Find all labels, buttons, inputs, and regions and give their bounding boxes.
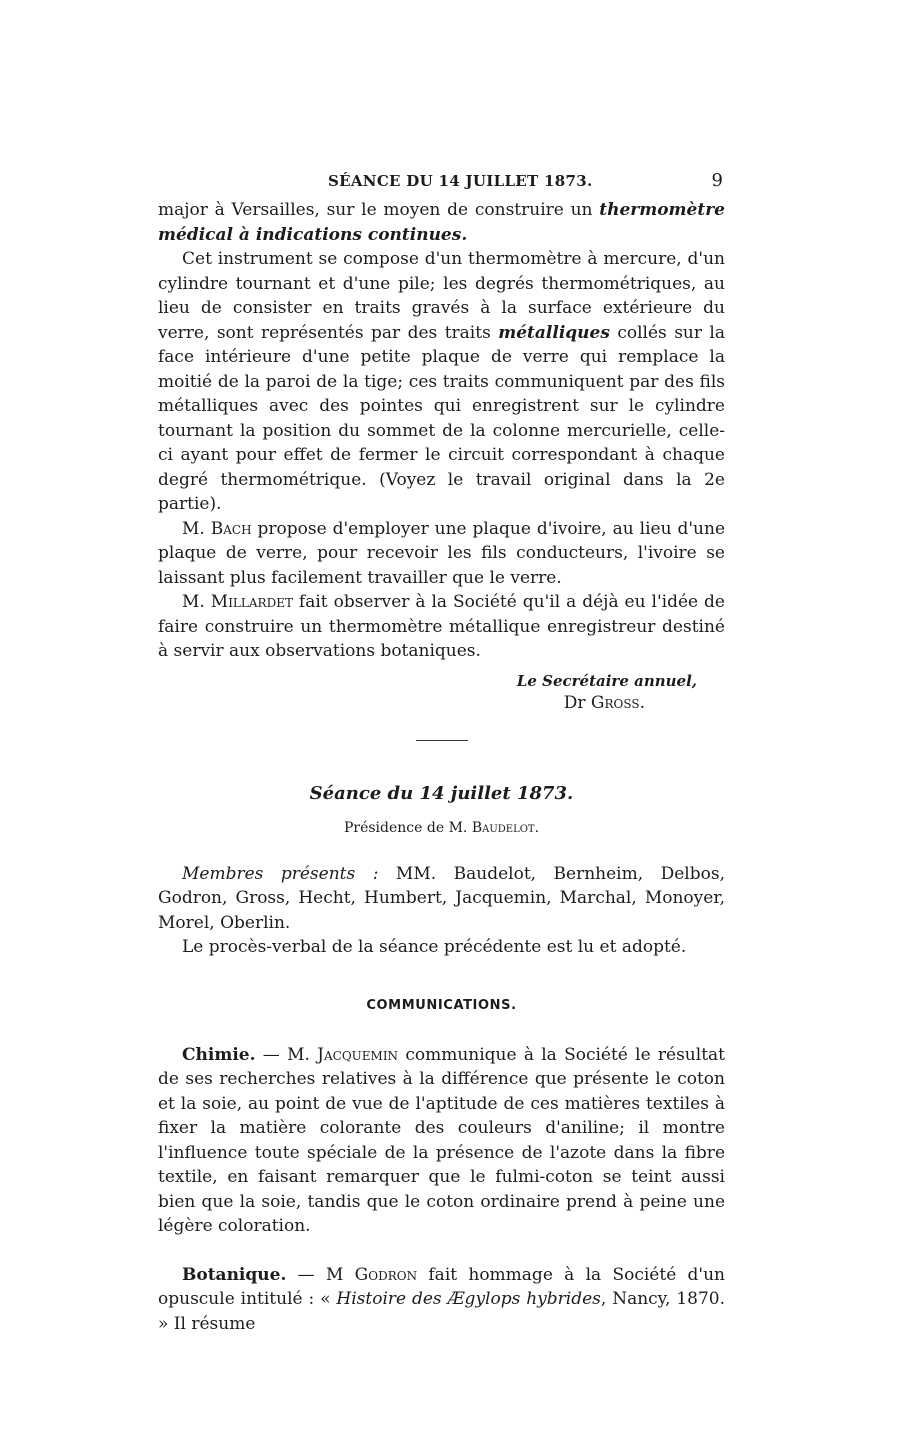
paragraph-instrument-description: Cet instrument se compose d'un thermomètre à mercure, d'un cylindre tournant et d'une pile; les degrés thermométriques, au lieu de consister en traits gravés à la surface extérieure du verre, sont représentés par des traits métalliques collés sur la face intérieure d'une petite plaque de verre qui remplace la moitié de la paroi de la tige; ces traits communiquent par des fils métalliques avec des pointes qui enregistrent sur le cylindre tournant la position du sommet de la colonne mercurielle, celle-ci ayant pour effet de fermer le circuit correspondant à chaque degré thermométrique. (Voyez le travail original dans la 2e partie). (158, 249, 726, 514)
running-head: SÉANCE DU 14 JUILLET 1873. (328, 172, 593, 190)
paragraph-proces-verbal: Le procès-verbal de la séance précédente est lu et adopté. (182, 937, 687, 957)
botanique-label: Botanique. (182, 1264, 287, 1285)
page-number: 9 (711, 170, 723, 191)
paragraph-chimie: Chimie. — M. Jacquemin communique à la Société le résultat de ses recherches relatives à la différence que présente le coton et la soie, au point de vue de l'aptitude de ces matières textiles à fixer la matière colorante des couleurs d'aniline; il montre l'influence toute spéciale de la présence de l'azote dans la fibre textile, en faisant remarquer que le fulmi-coton se teint aussi bien que la soie, tandis que le coton ordinaire prend à peine une légère coloration. (158, 1044, 725, 1236)
paragraph-members-present: Membres présents : MM. Baudelot, Bernheim, Delbos, Godron, Gross, Hecht, Humbert, Jacquemin, Marchal, Monoyer, Morel, Oberlin. (158, 863, 725, 933)
paragraph-botanique: Botanique. — M Godron fait hommage à la Société d'un opuscule intitulé : « Histoire des Ægylops hybrides, Nancy, 1870. » Il résume (158, 1264, 725, 1334)
paragraph-bach: M. Bach propose d'employer une plaque d'ivoire, au lieu d'une plaque de verre, pour recevoir les fils conducteurs, l'ivoire se laissant plus facilement travailler que le verre. (158, 518, 725, 588)
person-name: Godron (354, 1264, 418, 1285)
session-title: Séance du 14 juillet 1873. (309, 782, 574, 804)
page-header (158, 168, 725, 198)
communications-heading: COMMUNICATIONS. (366, 997, 517, 1013)
section-divider (416, 740, 468, 741)
signature-name: Dr Gross. (563, 692, 645, 713)
signature-title: Le Secrétaire annuel, (516, 671, 697, 690)
paragraph-millardet: M. Millardet fait observer à la Société qu'il a déjà eu l'idée de faire construire un thermomètre métallique enregistreur destiné à servir aux observations botaniques. (158, 592, 725, 661)
person-name: Millardet (210, 592, 293, 612)
presidence-line: Présidence de M. Baudelot. (343, 819, 540, 836)
document-page (158, 168, 725, 1336)
chimie-label: Chimie. (182, 1044, 256, 1065)
paragraph-thermometer-intro: major à Versailles, sur le moyen de construire un thermomètre médical à indications continues. (158, 200, 725, 245)
person-name: Bach (210, 518, 252, 539)
person-name: Jacquemin (317, 1044, 399, 1065)
members-label: Membres présents : (182, 863, 379, 884)
